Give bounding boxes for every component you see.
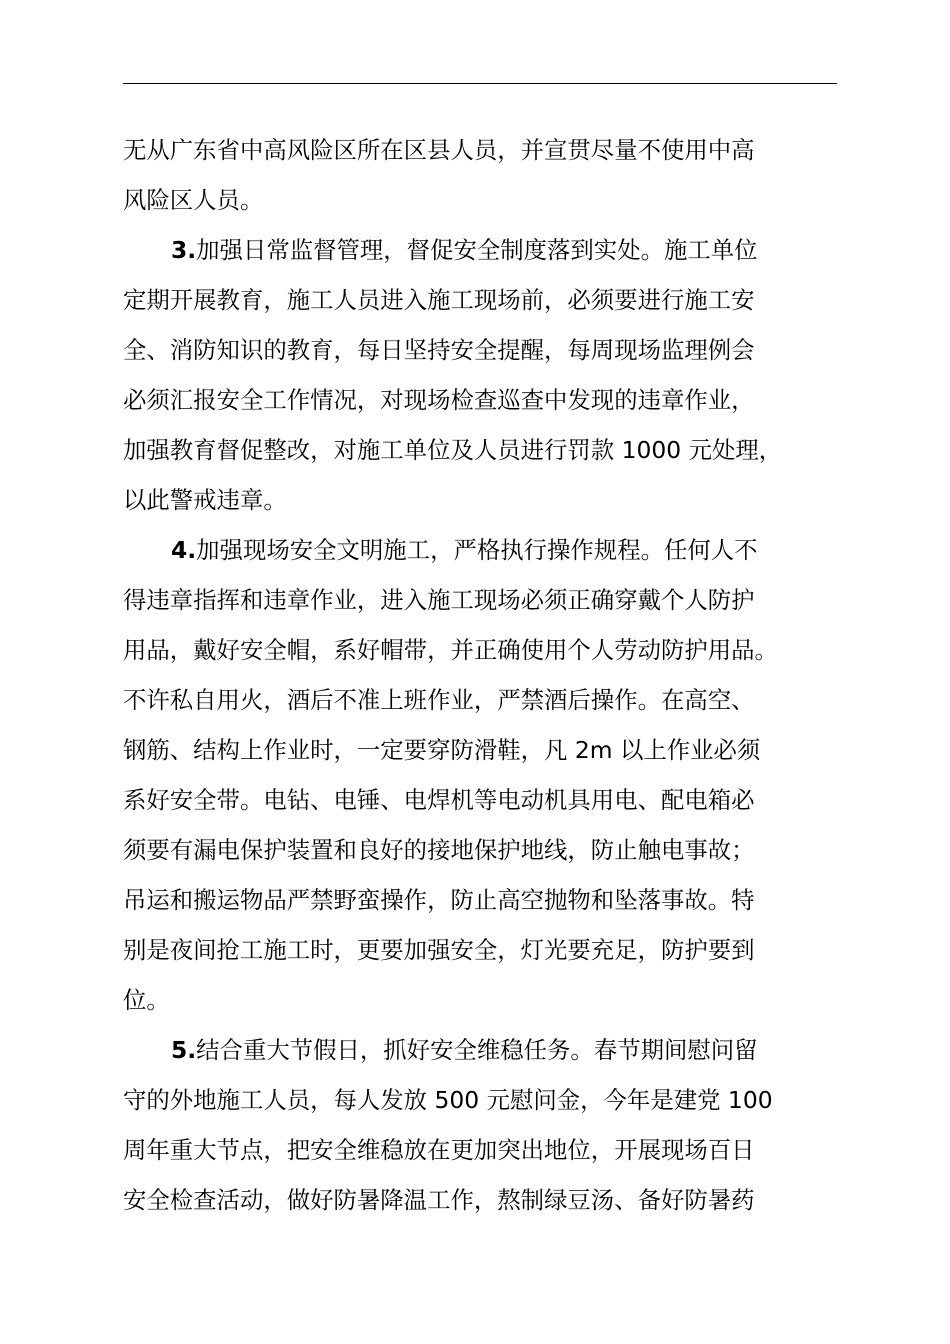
line-text: 别是夜间抢工施工时，更要加强安全，灯光要充足，防护要到 (123, 936, 755, 964)
text-line (123, 1075, 853, 1125)
item-number: 5. (171, 1036, 197, 1064)
line-text: 不许私自用火，酒后不准上班作业，严禁酒后操作。在高空、 (123, 686, 755, 714)
line-text: 风险区人员。 (123, 186, 264, 214)
line-text: 加强教育督促整改，对施工单位及人员进行罚款 1000 元处理， (123, 436, 783, 464)
text-line (123, 975, 853, 1025)
text-line (123, 825, 853, 875)
text-line (123, 725, 853, 775)
line-text: 守的外地施工人员，每人发放 500 元慰问金，今年是建党 100 (123, 1086, 773, 1114)
line-text: 无从广东省中高风险区所在区县人员，并宣贯尽量不使用中高 (123, 136, 755, 164)
line-text: 结合重大节假日，抓好安全维稳任务。春节期间慰问留 (196, 1036, 758, 1064)
line-text: 位。 (123, 986, 170, 1014)
header-rule (123, 83, 837, 84)
text-line (123, 775, 853, 825)
text-line (123, 175, 853, 225)
line-text: 以此警戒违章。 (123, 486, 287, 514)
line-text: 定期开展教育，施工人员进入施工现场前，必须要进行施工安 (123, 286, 755, 314)
text-line (123, 675, 853, 725)
text-line (123, 275, 853, 325)
text-line (123, 375, 853, 425)
text-line (123, 475, 853, 525)
text-line (123, 875, 853, 925)
line-text: 钢筋、结构上作业时，一定要穿防滑鞋，凡 2m 以上作业必须 (123, 736, 761, 764)
text-line (123, 125, 853, 175)
paragraph-5-first-line (123, 1025, 853, 1075)
line-text: 全、消防知识的教育，每日坚持安全提醒，每周现场监理例会 (123, 336, 755, 364)
text-line (123, 925, 853, 975)
paragraph-3-first-line (123, 225, 853, 275)
text-line (123, 325, 853, 375)
line-text: 加强日常监督管理，督促安全制度落到实处。施工单位 (196, 236, 758, 264)
paragraph-4-first-line (123, 525, 853, 575)
line-text: 安全检查活动，做好防暑降温工作，熬制绿豆汤、备好防暑药 (123, 1186, 755, 1214)
item-number: 3. (171, 236, 197, 264)
line-text: 加强现场安全文明施工，严格执行操作规程。任何人不 (196, 536, 758, 564)
line-text: 用品，戴好安全帽，系好帽带，并正确使用个人劳动防护用品。 (123, 636, 778, 664)
document-body (123, 125, 853, 1225)
line-text: 得违章指挥和违章作业，进入施工现场必须正确穿戴个人防护 (123, 586, 755, 614)
line-text: 系好安全带。电钻、电锤、电焊机等电动机具用电、配电箱必 (123, 786, 755, 814)
text-line (123, 425, 853, 475)
text-line (123, 1175, 853, 1225)
item-number: 4. (171, 536, 197, 564)
line-text: 周年重大节点，把安全维稳放在更加突出地位，开展现场百日 (123, 1136, 755, 1164)
line-text: 吊运和搬运物品严禁野蛮操作，防止高空抛物和坠落事故。特 (123, 886, 755, 914)
line-text: 须要有漏电保护装置和良好的接地保护地线，防止触电事故； (123, 836, 755, 864)
text-line (123, 575, 853, 625)
text-line (123, 1125, 853, 1175)
text-line (123, 625, 853, 675)
line-text: 必须汇报安全工作情况，对现场检查巡查中发现的违章作业， (123, 386, 755, 414)
